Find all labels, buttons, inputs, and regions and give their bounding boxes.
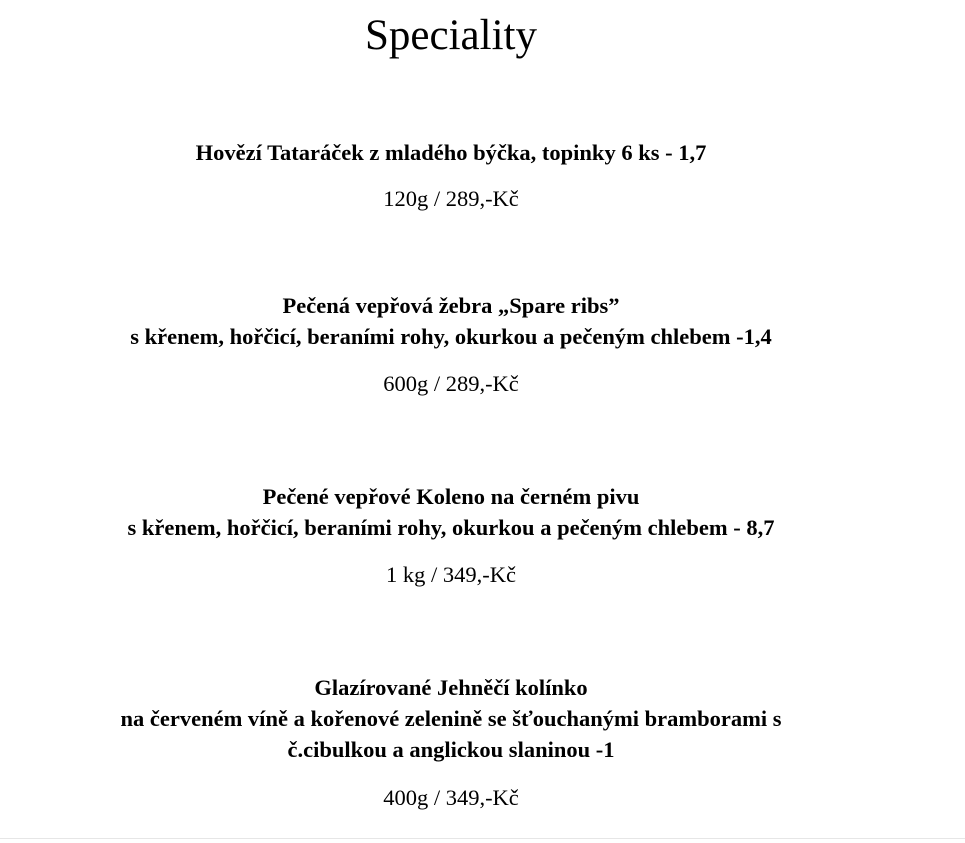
menu-item-description-line: s křenem, hořčicí, beraními rohy, okurkou a pečeným chlebem -1,4 (130, 324, 772, 349)
menu-item-price: 400g / 349,-Kč (383, 785, 519, 810)
menu-item-name-line: Hovězí Tataráček z mladého býčka, topinky 6 ks - 1,7 (195, 140, 707, 165)
menu-item-description-line: s křenem, hořčicí, beraními rohy, okurkou a pečeným chlebem - 8,7 (127, 515, 775, 540)
divider (0, 838, 965, 839)
menu-item-price: 120g / 289,-Kč (383, 186, 519, 211)
menu-item-name-line: Pečená vepřová žebra „Spare ribs” (282, 293, 620, 318)
menu-item-price: 600g / 289,-Kč (383, 371, 519, 396)
menu-item (0, 672, 902, 813)
menu-item-description-line: na červeném víně a kořenové zelenině se šťouchanými bramborami s (120, 706, 782, 731)
menu-item-price: 1 kg / 349,-Kč (386, 562, 516, 587)
menu-item-name-line: Pečené vepřové Koleno na černém pivu (262, 484, 640, 509)
menu-item (0, 481, 902, 590)
menu-item (0, 137, 902, 214)
menu-item-name-line: Glazírované Jehněčí kolínko (314, 675, 588, 700)
menu-item-description-line: č.cibulkou a anglickou slaninou -1 (287, 737, 615, 762)
page-title: Speciality (365, 12, 537, 59)
menu-item (0, 290, 902, 399)
